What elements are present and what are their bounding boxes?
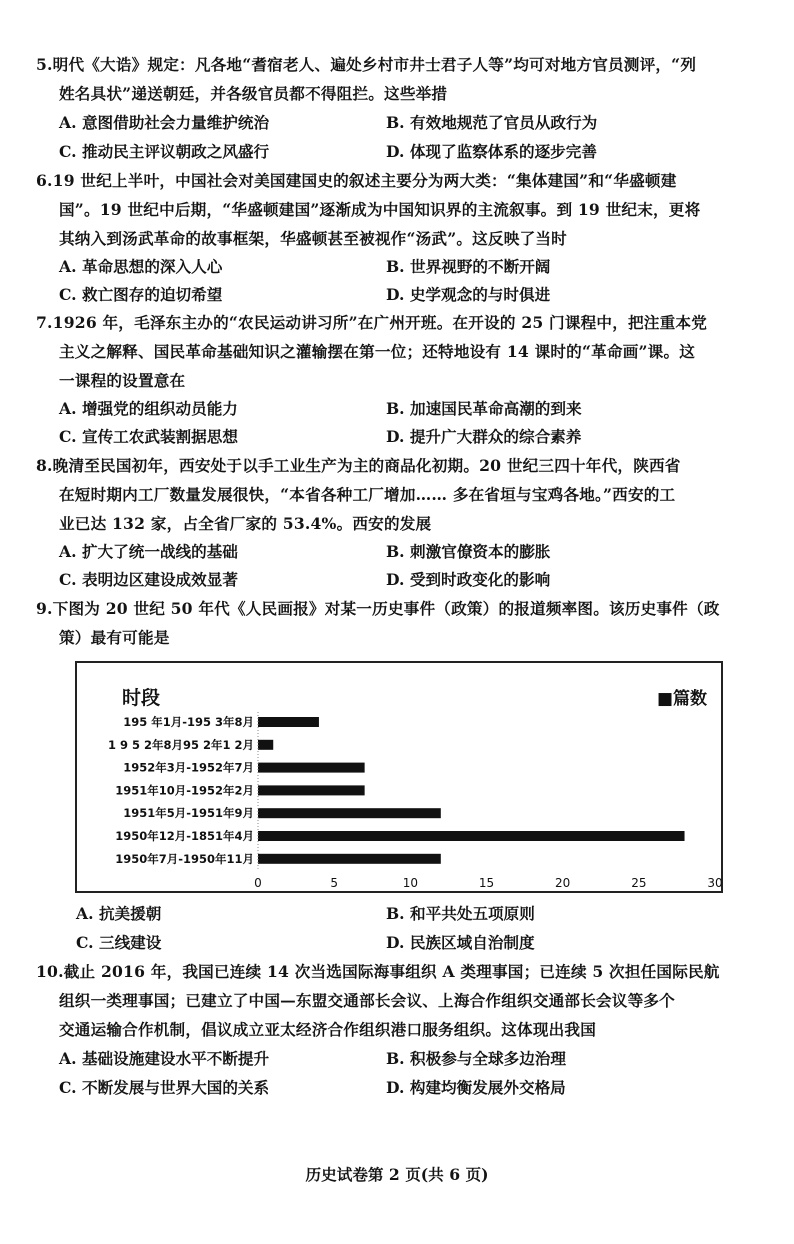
q6-stem-line-1: 6.19 世纪上半叶，中国社会对美国建国史的叙述主要分为两大类：“集体建国”和“华盛顿建 xyxy=(36,171,677,190)
q9-option-d[interactable]: D. 民族区域自治制度 xyxy=(386,933,535,952)
q8-stem-line-3: 业已达 132 家，占全省厂家的 53.4%。西安的发展 xyxy=(59,514,432,533)
q7-stem-line-2: 主义之解释、国民革命基础知识之灌输摆在第一位；还特地设有 14 课时的“革命画”课。这 xyxy=(59,342,696,361)
q7-option-d[interactable]: D. 提升广大群众的综合素养 xyxy=(386,427,582,446)
chart-x-tick-label: 10 xyxy=(402,876,418,890)
page-footer: 历史试卷第 2 页(共 6 页) xyxy=(305,1165,489,1184)
q10-stem-line-3: 交通运输合作机制，倡议成立亚太经济合作组织港口服务组织。这体现出我国 xyxy=(59,1020,596,1039)
chart-canvas xyxy=(77,663,721,891)
chart-x-tick-label: 0 xyxy=(254,876,262,890)
report-frequency-chart xyxy=(75,661,723,893)
chart-bar xyxy=(258,763,365,773)
q6-stem-line-3: 其纳入到汤武革命的故事框架，华盛顿甚至被视作“汤武”。这反映了当时 xyxy=(59,229,567,248)
chart-category-label: 1952年3月-1952年7月 xyxy=(123,760,254,775)
q6-option-b[interactable]: B. 世界视野的不断开阔 xyxy=(386,257,551,276)
q6-stem-line-2: 国”。19 世纪中后期，“华盛顿建国”逐渐成为中国知识界的主流叙事。到 19 世纪末，更将 xyxy=(59,200,701,219)
chart-x-tick-label: 20 xyxy=(555,876,571,890)
q9-stem-line-1: 9.下图为 20 世纪 50 年代《人民画报》对某一历史事件（政策）的报道频率图。该历史事件（政 xyxy=(36,599,720,618)
q9-stem-line-2: 策）最有可能是 xyxy=(59,628,170,647)
q10-option-c[interactable]: C. 不断发展与世界大国的关系 xyxy=(59,1078,270,1097)
q7-stem-line-1: 7.1926 年，毛泽东主办的“农民运动讲习所”在广州开班。在开设的 25 门课程中，把注重本党 xyxy=(36,313,707,332)
q6-option-a[interactable]: A. 革命思想的深入人心 xyxy=(59,257,223,276)
q5-option-c[interactable]: C. 推动民主评议朝政之风盛行 xyxy=(59,142,270,161)
chart-category-label: 1951年5月-1951年9月 xyxy=(123,806,254,821)
q7-option-c[interactable]: C. 宣传工农武装割据思想 xyxy=(59,427,238,446)
q8-stem-line-1: 8.晚清至民国初年，西安处于以手工业生产为主的商品化初期。20 世纪三四十年代，陕西省 xyxy=(36,456,681,475)
q10-stem-line-2: 组织一类理事国；已建立了中国—东盟交通部长会议、上海合作组织交通部长会议等多个 xyxy=(59,991,675,1010)
q5-option-a[interactable]: A. 意图借助社会力量维护统治 xyxy=(59,113,270,132)
q8-option-b[interactable]: B. 刺激官僚资本的膨胀 xyxy=(386,542,551,561)
q10-stem-line-1: 10.截止 2016 年，我国已连续 14 次当选国际海事组织 A 类理事国；已连续 5 次担任国际民航 xyxy=(36,962,720,981)
chart-category-label: 195 年1月-195 3年8月 xyxy=(123,715,254,729)
q6-option-c[interactable]: C. 救亡图存的迫切希望 xyxy=(59,285,223,304)
q6-option-d[interactable]: D. 史学观念的与时俱进 xyxy=(386,285,551,304)
q5-stem-line-2: 姓名具状”递送朝廷，并各级官员都不得阻拦。这些举措 xyxy=(59,84,448,103)
q5-option-b[interactable]: B. 有效地规范了官员从政行为 xyxy=(386,113,598,132)
q8-option-c[interactable]: C. 表明边区建设成效显著 xyxy=(59,570,238,589)
chart-category-label: 1 9 5 2年8月95 2年1 2月 xyxy=(107,737,254,752)
q10-option-a[interactable]: A. 基础设施建设水平不断提升 xyxy=(59,1049,270,1068)
chart-bar xyxy=(258,854,441,864)
q8-option-d[interactable]: D. 受到时政变化的影响 xyxy=(386,570,551,589)
q10-option-b[interactable]: B. 积极参与全球多边治理 xyxy=(386,1049,566,1068)
q7-option-b[interactable]: B. 加速国民革命高潮的到来 xyxy=(386,399,582,418)
q9-option-b[interactable]: B. 和平共处五项原则 xyxy=(386,904,535,923)
chart-bar xyxy=(258,785,365,795)
chart-x-tick-label: 25 xyxy=(631,876,647,890)
q9-option-a[interactable]: A. 抗美援朝 xyxy=(76,904,162,923)
chart-bar xyxy=(258,808,441,818)
q7-option-a[interactable]: A. 增强党的组织动员能力 xyxy=(59,399,238,418)
chart-x-tick-label: 15 xyxy=(478,876,495,890)
chart-bar xyxy=(258,717,319,727)
q9-option-c[interactable]: C. 三线建设 xyxy=(76,933,162,952)
chart-title: 时段 xyxy=(122,687,161,709)
q8-option-a[interactable]: A. 扩大了统一战线的基础 xyxy=(59,542,238,561)
chart-category-label: 1950年7月-1950年11月 xyxy=(115,851,254,866)
q7-stem-line-3: 一课程的设置意在 xyxy=(59,371,186,390)
chart-x-tick-label: 30 xyxy=(707,876,723,890)
q5-stem-line-1: 5.明代《大诰》规定：凡各地“耆宿老人、遍处乡村市井士君子人等”均可对地方官员测评，“列 xyxy=(36,55,697,74)
q5-option-d[interactable]: D. 体现了监察体系的逐步完善 xyxy=(386,142,597,161)
chart-bar xyxy=(258,831,685,841)
chart-bar xyxy=(258,740,273,750)
chart-category-label: 1951年10月-1952年2月 xyxy=(115,783,254,798)
chart-category-label: 1950年12月-1851年4月 xyxy=(115,829,254,843)
q8-stem-line-2: 在短时期内工厂数量发展很快，“本省各种工厂增加…… 多在省垣与宝鸡各地。”西安的工 xyxy=(59,485,676,504)
chart-legend: ■篇数 xyxy=(657,689,708,709)
q10-option-d[interactable]: D. 构建均衡发展外交格局 xyxy=(386,1078,566,1097)
chart-x-tick-label: 5 xyxy=(330,876,338,890)
